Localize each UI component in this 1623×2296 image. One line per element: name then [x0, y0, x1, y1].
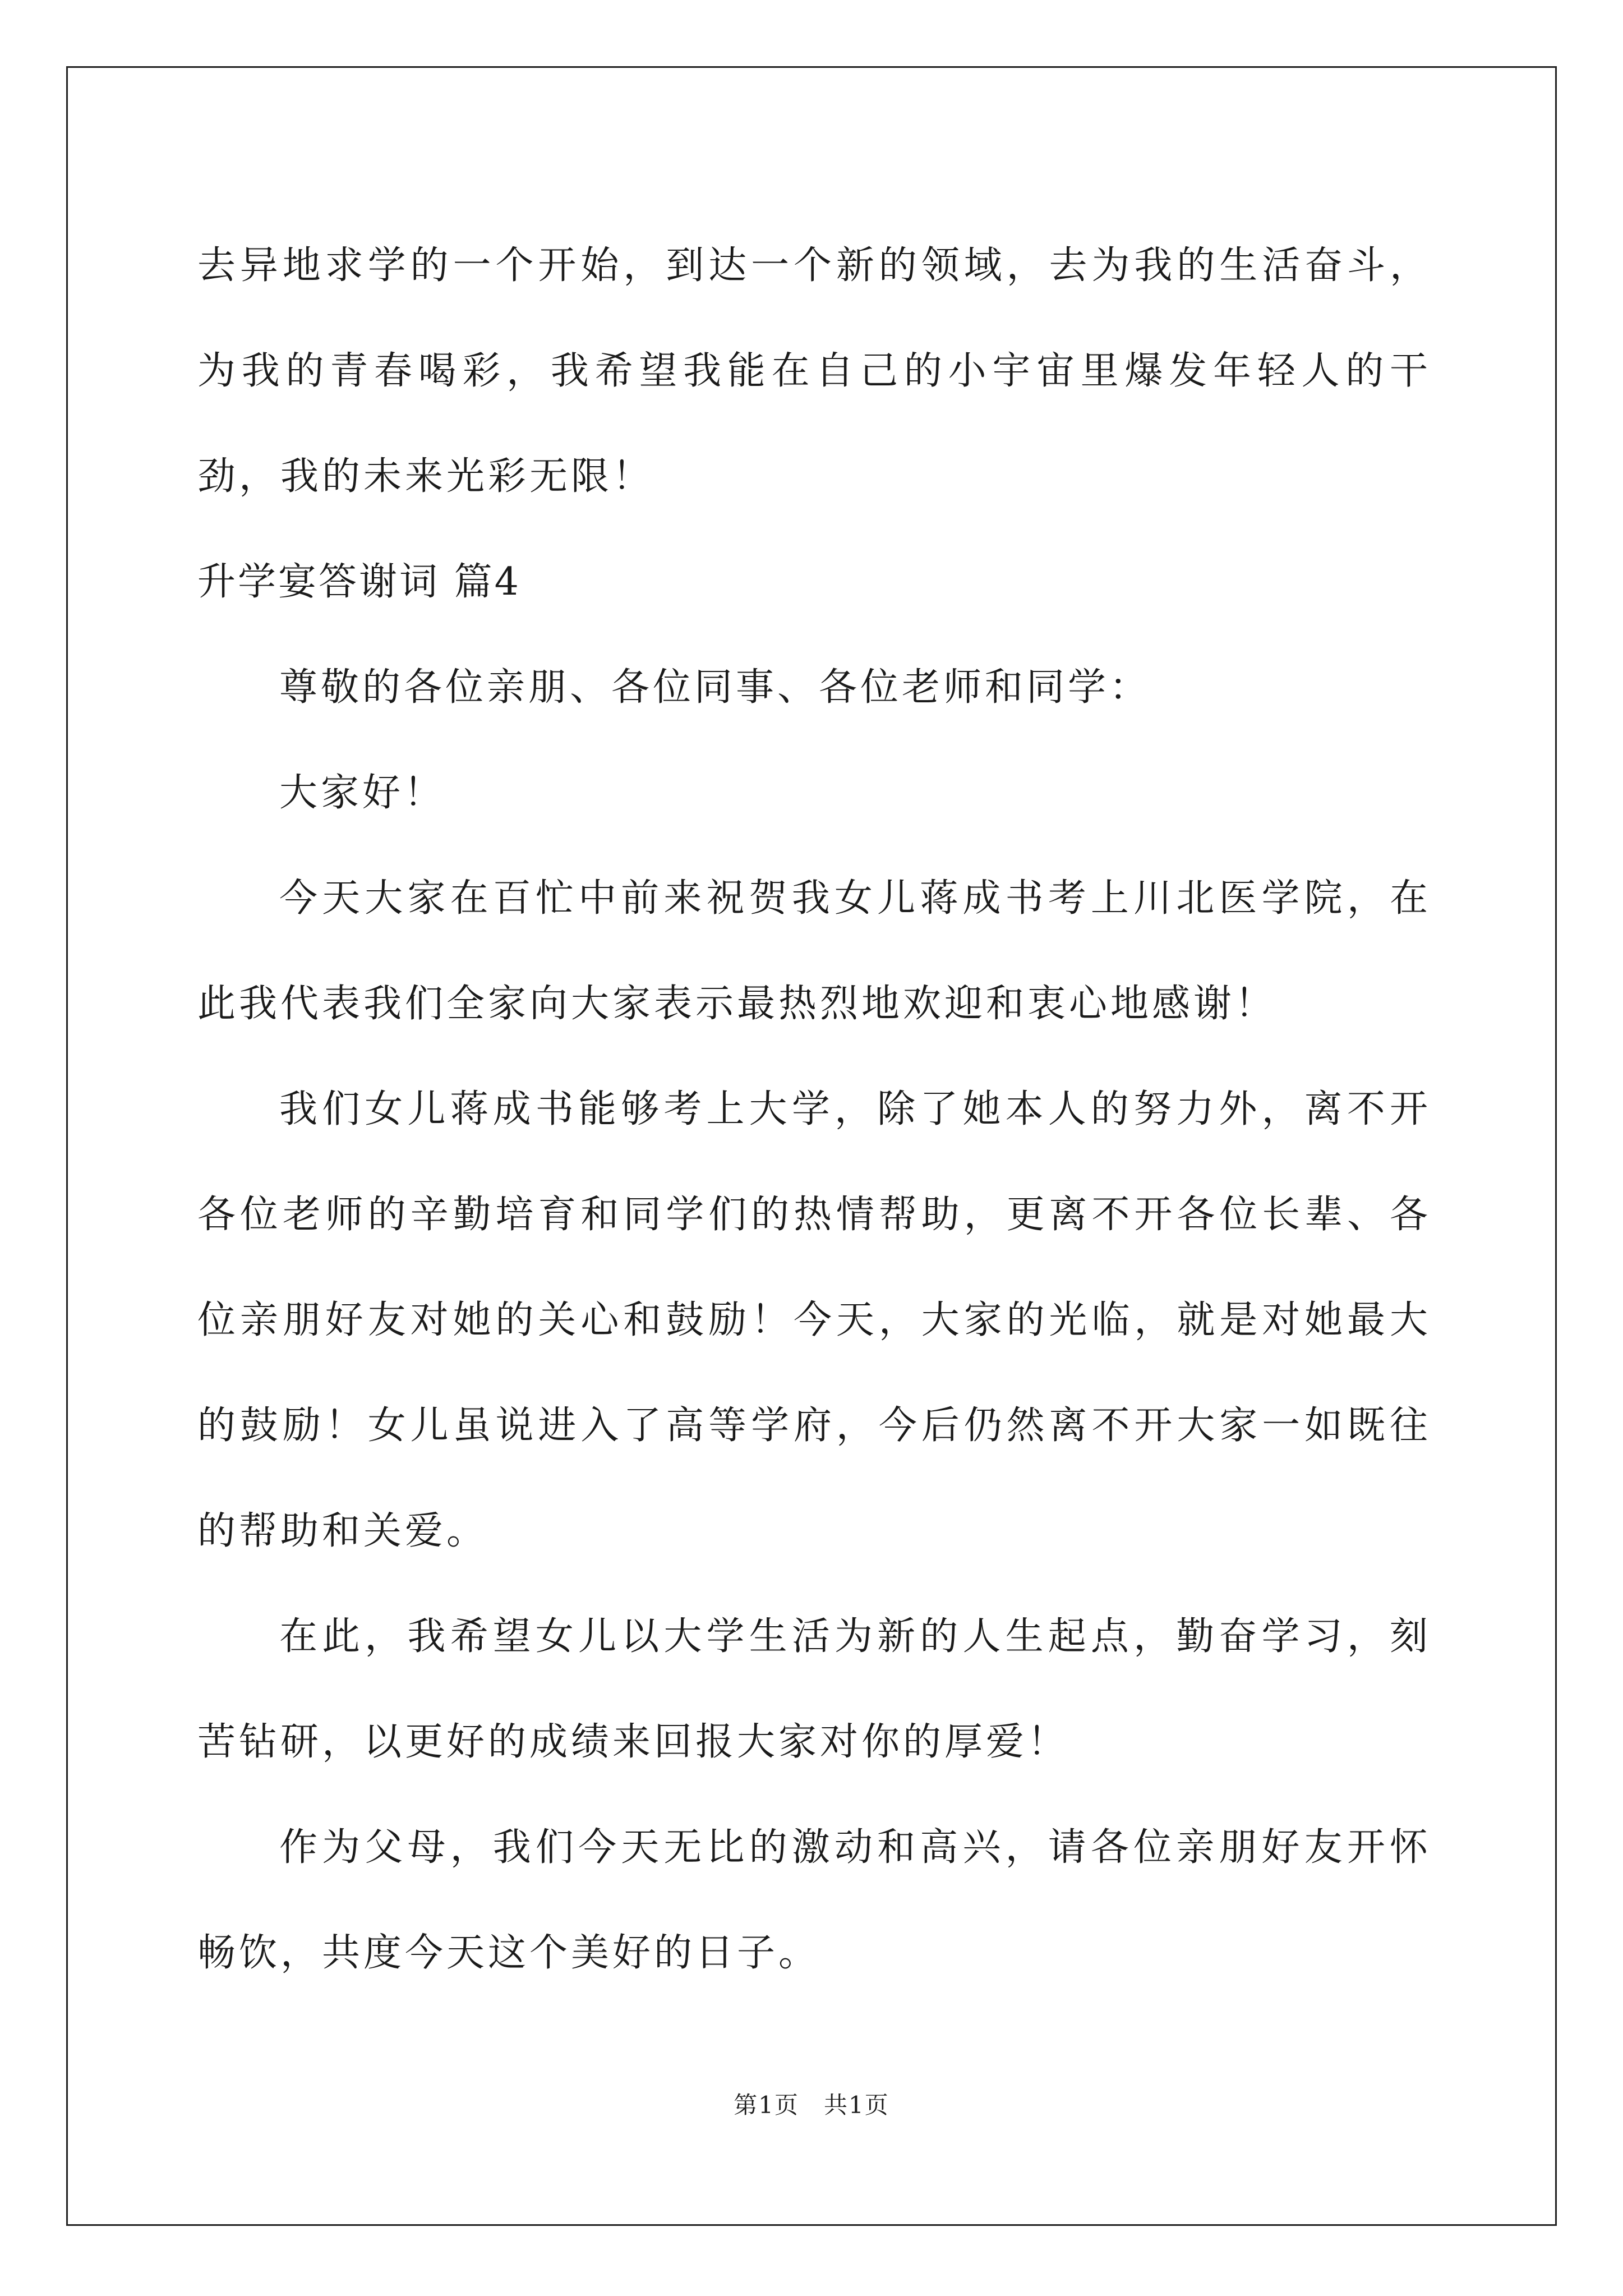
section-heading: 升学宴答谢词 篇4 [197, 560, 521, 604]
salutation: 尊敬的各位亲朋、各位同事、各位老师和同学： [279, 665, 1151, 710]
paragraph-thanks: 今天大家在百忙中前来祝贺我女儿蒋成书考上川北医学院，在此我代表我们全家向大家表示最热烈地欢迎和衷心地感谢！ [197, 876, 1431, 1026]
page-footer [0, 2087, 1623, 2120]
page-total: 共1页 [824, 2091, 889, 2119]
document-body [197, 213, 1431, 2006]
page-number: 第1页 [734, 2091, 799, 2119]
paragraph-closing: 作为父母，我们今天无比的激动和高兴，请各位亲朋好友开怀畅饮，共度今天这个美好的日子。 [197, 1825, 1431, 1975]
greeting: 大家好！ [279, 771, 446, 815]
paragraph-hope: 在此，我希望女儿以大学生活为新的人生起点，勤奋学习，刻苦钻研，以更好的成绩来回报大家对你的厚爱！ [197, 1614, 1431, 1764]
paragraph-continuation: 去异地求学的一个开始，到达一个新的领域，去为我的生活奋斗，为我的青春喝彩，我希望我能在自己的小宇宙里爆发年轻人的干劲，我的未来光彩无限！ [197, 243, 1431, 499]
paragraph-gratitude: 我们女儿蒋成书能够考上大学，除了她本人的努力外，离不开各位老师的辛勤培育和同学们的热情帮助，更离不开各位长辈、各位亲朋好友对她的关心和鼓励！今天，大家的光临，就是对她最大的鼓励！女儿虽说进入了高等学府，今后仍然离不开大家一如既往的帮助和关爱。 [197, 1087, 1431, 1553]
